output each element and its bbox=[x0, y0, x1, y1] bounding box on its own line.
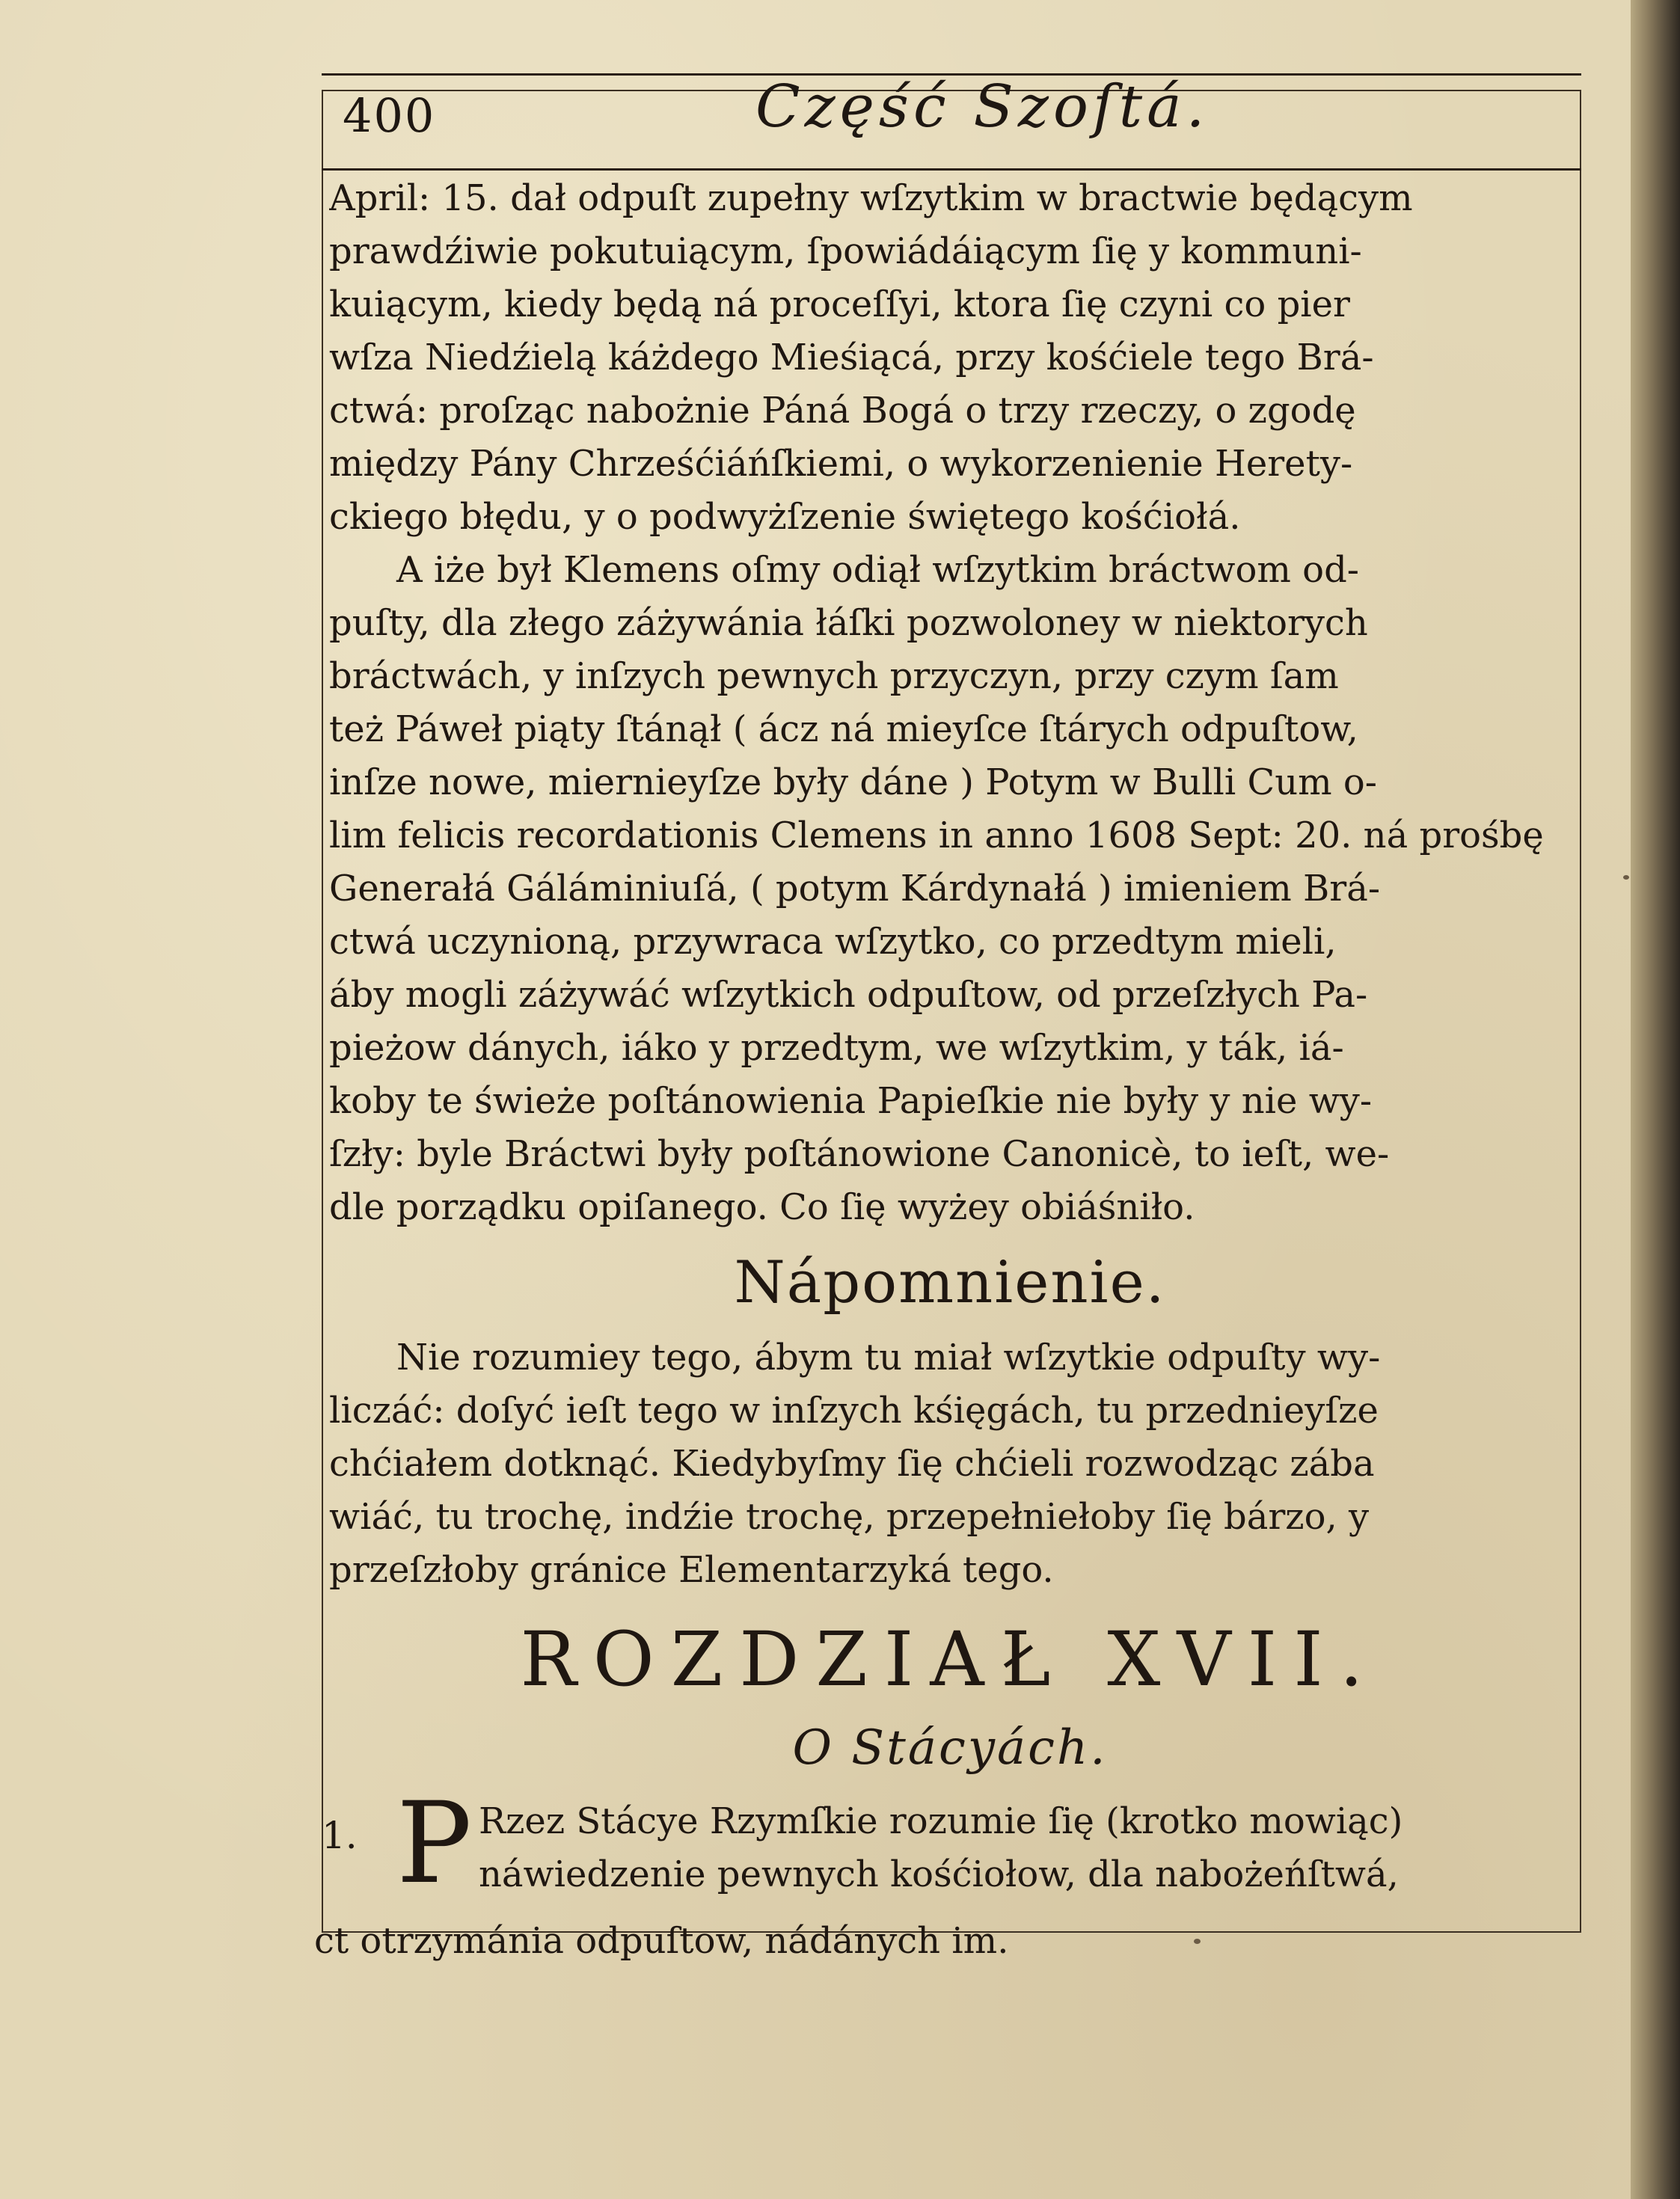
text-line: ctwá uczynioną, przywraca wſzytko, co przedtym mieli, bbox=[329, 921, 1337, 963]
text-line: áby mogli záżywáć wſzytkich odpuſtow, od przeſzłych Pa- bbox=[329, 974, 1368, 1016]
text-line: prawdźiwie pokutuiącym, ſpowiádáiącym ſię y kommuni- bbox=[329, 230, 1362, 272]
text-line: przeſzłoby gránice Elementarzyká tego. bbox=[329, 1549, 1054, 1591]
text-line: April: 15. dał odpuſt zupełny wſzytkim w bractwie będącym bbox=[329, 177, 1413, 219]
text-line: lim felicis recordationis Clemens in anno 1608 Sept: 20. ná prośbę bbox=[329, 815, 1544, 856]
text-line: ſzły: byle Bráctwi były poſtánowione Canonicè, to ieſt, we- bbox=[329, 1133, 1390, 1175]
paragraph-privileges bbox=[329, 172, 1571, 544]
drop-cap: P bbox=[396, 1779, 472, 1909]
text-line: wiáć, tu trochę, indźie trochę, przepełniełoby ſię bárzo, y bbox=[329, 1496, 1370, 1538]
main-text-block bbox=[329, 172, 1571, 1234]
chapter-subtitle: O Stácyách. bbox=[792, 1720, 1108, 1776]
text-line: A iże był Klemens oſmy odiął wſzytkim bráctwom od- bbox=[396, 549, 1360, 591]
paragraph-stations bbox=[479, 1795, 1556, 1901]
running-title: Część Szoſtá. bbox=[755, 73, 1210, 141]
book-gutter-edge bbox=[1631, 0, 1680, 2199]
text-line: wſza Niedźielą káżdego Mieśiącá, przy kośćiele tego Brá- bbox=[329, 337, 1374, 378]
paper-speck bbox=[1194, 1939, 1201, 1944]
text-line: koby te świeże poſtánowienia Papieſkie nie były y nie wy- bbox=[329, 1080, 1373, 1122]
paragraph-admonition bbox=[329, 1331, 1571, 1597]
text-line: Rzez Stácye Rzymſkie rozumie ſię (krotko mowiąc) bbox=[479, 1800, 1403, 1842]
text-line: kuiącym, kiedy będą ná proceſſyi, ktora ſię czyni co pier bbox=[329, 283, 1350, 325]
text-line: ckiego błędu, y o podwyżſzenie świętego kośćiołá. bbox=[329, 496, 1241, 538]
text-line: ctwá: proſząc nabożnie Páná Bogá o trzy rzeczy, o zgodę bbox=[329, 390, 1356, 432]
text-line: náwiedzenie pewnych kośćiołow, dla nabożeńſtwá, bbox=[479, 1853, 1399, 1895]
text-line: liczáć: doſyć ieſt tego w inſzych kśięgách, tu przednieyſze bbox=[329, 1390, 1379, 1432]
text-line: inſze nowe, miernieyſze były dáne ) Potym w Bulli Cum o- bbox=[329, 761, 1378, 803]
text-line: też Páweł piąty ſtánął ( ácz ná mieyſce ſtárych odpuſtow, bbox=[329, 708, 1358, 750]
text-line: puſty, dla złego záżywánia łáſki pozwoloney w niektorych bbox=[329, 602, 1368, 644]
text-line: Nie rozumiey tego, ábym tu miał wſzytkie odpuſty wy- bbox=[396, 1337, 1381, 1378]
chapter-heading: ROZDZIAŁ XVII. bbox=[520, 1616, 1380, 1703]
paragraph-clement bbox=[329, 544, 1571, 1234]
page-number: 400 bbox=[343, 88, 436, 143]
text-line: między Pány Chrześćiáńſkiemi, o wykorzenienie Herety- bbox=[329, 443, 1353, 485]
text-line: chćiałem dotknąć. Kiedybyſmy ſię chćieli rozwodząc zába bbox=[329, 1443, 1375, 1485]
text-line: dle porządku opiſanego. Co ſię wyżey obiáśniło. bbox=[329, 1186, 1195, 1228]
section-heading: Nápomnienie. bbox=[734, 1249, 1166, 1316]
text-line: bráctwách, y inſzych pewnych przyczyn, przy czym ſam bbox=[329, 655, 1339, 697]
text-line: pieżow dánych, iáko y przedtym, we wſzytkim, y ták, iá- bbox=[329, 1027, 1344, 1069]
paragraph-number: 1. bbox=[322, 1814, 358, 1857]
text-line: Generałá Gáláminiuſá, ( potym Kárdynałá ) imieniem Brá- bbox=[329, 868, 1381, 910]
text-line: ct otrzymánia odpuſtow, nádánych im. bbox=[314, 1920, 1009, 1962]
header-rule bbox=[322, 168, 1581, 171]
paper-speck bbox=[1623, 875, 1629, 880]
